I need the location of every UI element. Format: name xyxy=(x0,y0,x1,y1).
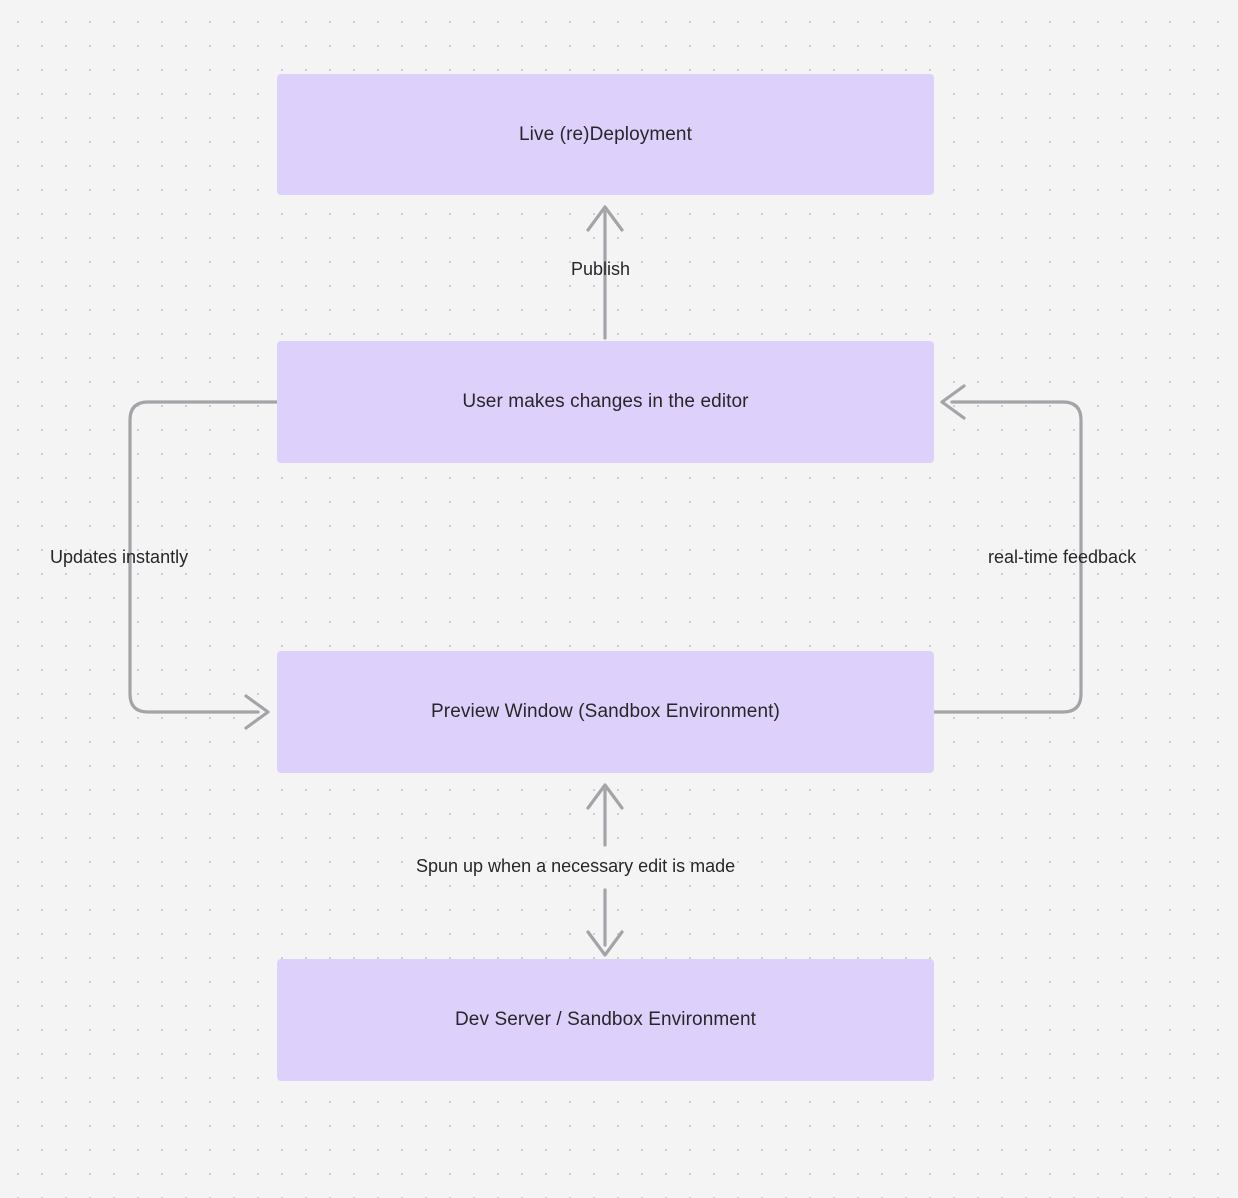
node-label: User makes changes in the editor xyxy=(462,391,749,412)
edge-label-realtime-feedback: real-time feedback xyxy=(988,547,1137,567)
node-label: Dev Server / Sandbox Environment xyxy=(454,1009,756,1030)
node-user-makes-changes[interactable] xyxy=(277,341,934,463)
edge-spun-up-arrow-up xyxy=(588,785,622,845)
edge-label-publish: Publish xyxy=(571,259,631,279)
node-preview-window[interactable] xyxy=(277,651,934,773)
node-label: Preview Window (Sandbox Environment) xyxy=(431,701,780,722)
node-live-redeployment[interactable] xyxy=(277,74,934,195)
edge-label-updates-instantly: Updates instantly xyxy=(50,547,189,567)
node-label: Live (re)Deployment xyxy=(519,123,692,145)
edge-spun-up-arrow-down xyxy=(588,890,622,955)
node-dev-server[interactable] xyxy=(277,959,934,1081)
edge-label-spun-up: Spun up when a necessary edit is made xyxy=(416,856,736,876)
